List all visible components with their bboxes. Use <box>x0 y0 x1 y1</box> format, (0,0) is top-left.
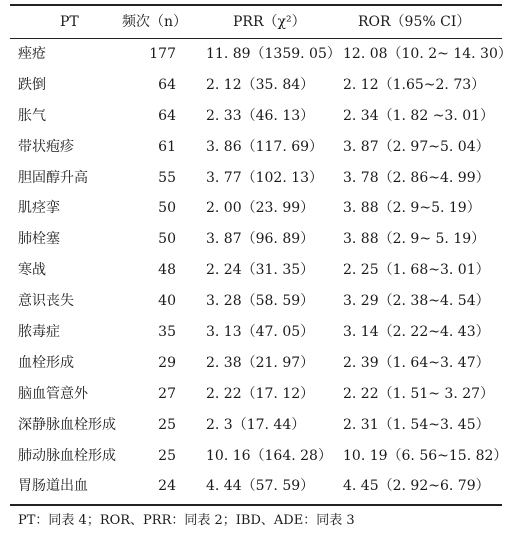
cell-pt: 肺动脉血栓形成 <box>18 447 116 464</box>
cell-pt: 胆固醇升高 <box>18 169 88 186</box>
table-top-rule <box>10 4 502 6</box>
cell-frequency: 61 <box>158 138 176 155</box>
table-row <box>0 286 515 317</box>
cell-frequency: 64 <box>158 107 176 124</box>
cell-frequency: 25 <box>158 416 176 433</box>
cell-ror: 3. 78（2. 86~4. 99） <box>343 169 490 186</box>
cell-ror: 3. 88（2. 9~5. 19） <box>343 200 481 217</box>
cell-prr: 2. 38（21. 97） <box>206 354 315 371</box>
cell-ror: 2. 22（1. 51~ 3. 27） <box>343 385 495 402</box>
table-row <box>0 39 515 70</box>
cell-ror: 2. 39（1. 64~3. 47） <box>343 354 490 371</box>
cell-pt: 胀气 <box>18 107 46 124</box>
table-footnote: PT：同表 4；ROR、PRR：同表 2；IBD、ADE：同表 3 <box>18 513 355 528</box>
table-row <box>0 379 515 410</box>
cell-prr: 2. 00（23. 99） <box>206 200 315 217</box>
cell-pt: 寒战 <box>18 262 46 279</box>
cell-ror: 4. 45（2. 92~6. 79） <box>343 478 490 495</box>
cell-pt: 脓毒症 <box>18 324 60 341</box>
cell-pt: 血栓形成 <box>18 354 74 371</box>
cell-prr: 2. 22（17. 12） <box>206 385 315 402</box>
cell-pt: 肌痉挛 <box>18 200 60 217</box>
cell-frequency: 50 <box>158 200 176 217</box>
cell-frequency: 177 <box>149 46 176 62</box>
cell-frequency: 29 <box>158 354 176 371</box>
cell-prr: 11. 89（1359. 05） <box>206 46 341 62</box>
cell-ror: 3. 88（2. 9~ 5. 19） <box>343 231 486 248</box>
cell-prr: 2. 12（35. 84） <box>206 76 315 93</box>
cell-frequency: 25 <box>158 447 176 464</box>
cell-frequency: 24 <box>158 478 176 495</box>
cell-frequency: 64 <box>158 76 176 93</box>
cell-frequency: 27 <box>158 385 176 402</box>
table-row <box>0 471 515 502</box>
cell-ror: 10. 19（6. 56~15. 82） <box>343 447 508 464</box>
cell-pt: 肺栓塞 <box>18 231 60 248</box>
cell-prr: 10. 16（164. 28） <box>206 447 332 464</box>
table-row <box>0 317 515 348</box>
table-row <box>0 70 515 101</box>
table-row <box>0 193 515 224</box>
cell-pt: 带状疱疹 <box>18 138 74 155</box>
header-frequency: 频次（n） <box>122 14 188 30</box>
cell-prr: 3. 13（47. 05） <box>206 324 315 341</box>
cell-pt: 胃肠道出血 <box>18 478 88 495</box>
header-ror: ROR（95% CI） <box>358 14 471 30</box>
cell-ror: 3. 29（2. 38~4. 54） <box>343 293 490 310</box>
table-row <box>0 410 515 441</box>
cell-prr: 3. 28（58. 59） <box>206 293 315 310</box>
cell-frequency: 50 <box>158 231 176 248</box>
cell-pt: 痤疮 <box>18 46 46 62</box>
cell-prr: 2. 33（46. 13） <box>206 107 315 124</box>
cell-ror: 2. 25（1. 68~3. 01） <box>343 262 490 279</box>
table-row <box>0 163 515 194</box>
header-pt: PT <box>60 14 79 30</box>
cell-prr: 3. 87（96. 89） <box>206 231 315 248</box>
table-row <box>0 132 515 163</box>
cell-ror: 2. 31（1. 54~3. 45） <box>343 416 490 433</box>
cell-pt: 跌倒 <box>18 76 46 93</box>
cell-prr: 4. 44（57. 59） <box>206 478 315 495</box>
cell-ror: 12. 08（10. 2~ 14. 30） <box>343 46 512 62</box>
cell-frequency: 48 <box>158 262 176 279</box>
cell-prr: 3. 77（102. 13） <box>206 169 324 186</box>
cell-ror: 2. 12（1.65~2. 73） <box>343 76 486 93</box>
table-body <box>0 39 515 502</box>
cell-ror: 3. 14（2. 22~4. 43） <box>343 324 490 341</box>
cell-prr: 3. 86（117. 69） <box>206 138 324 155</box>
table-row <box>0 101 515 132</box>
cell-pt: 意识丧失 <box>18 293 74 310</box>
cell-ror: 2. 34（1. 82 ~3. 01） <box>343 107 495 124</box>
cell-prr: 2. 3（17. 44） <box>206 416 306 433</box>
cell-frequency: 35 <box>158 324 176 341</box>
cell-frequency: 40 <box>158 293 176 310</box>
cell-frequency: 55 <box>158 169 176 186</box>
table-row <box>0 348 515 379</box>
table-bottom-rule <box>10 504 502 506</box>
cell-pt: 深静脉血栓形成 <box>18 416 116 433</box>
header-prr: PRR（χ²） <box>233 14 306 30</box>
table-row <box>0 255 515 286</box>
cell-prr: 2. 24（31. 35） <box>206 262 315 279</box>
cell-pt: 脑血管意外 <box>18 385 88 402</box>
table-row <box>0 224 515 255</box>
cell-ror: 3. 87（2. 97~5. 04） <box>343 138 490 155</box>
table-row <box>0 441 515 472</box>
